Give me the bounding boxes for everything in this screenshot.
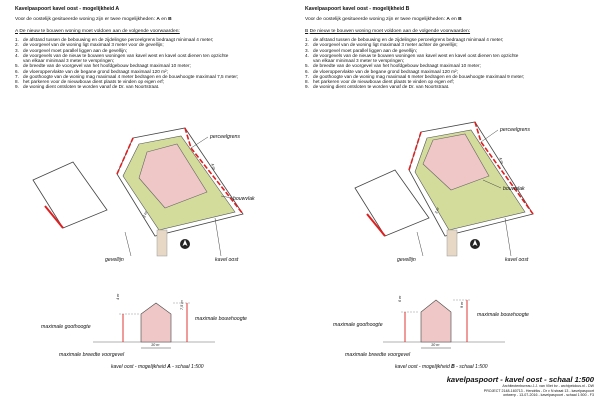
- option-b-label: B: [458, 17, 462, 22]
- list-item: 6. de vloeroppervlakte van de begane grond bedraagt maximaal 120 m²;: [15, 68, 168, 74]
- leader-gevellijn: [417, 232, 423, 256]
- title-block-line-3: ontwerp - 13-07-2016 - kavelpaspoort - schaal 1:500 - F3: [503, 392, 594, 397]
- requirements-list: [15, 37, 238, 90]
- dim-4m: 4 m: [498, 156, 504, 165]
- title-block-title: kavelpaspoort - kavel oost - schaal 1:500: [446, 375, 594, 385]
- list-item: 8. het parkeren voor de nieuwbouw dient plaats te vinden op eigen erf;: [305, 79, 454, 84]
- requirements-heading: [305, 29, 470, 34]
- intro-and: en: [451, 17, 457, 22]
- page-title: Kavelpaspoort kavel oost - mogelijkheid A: [15, 6, 120, 12]
- dim-10m: 10 m: [431, 343, 440, 347]
- list-item: 2. de voorgevel van de woning ligt maximaal 3 meter achter de gevellijn;: [305, 42, 458, 48]
- title-block: [447, 375, 594, 397]
- page-title: Kavelpaspoort kavel oost - mogelijkheid B: [305, 6, 410, 12]
- section-building: [141, 303, 171, 342]
- intro-text: [305, 17, 462, 22]
- dim-4m: 4 m: [210, 162, 216, 171]
- caption-letter: B: [451, 364, 455, 370]
- label-max-bouwhoogte: maximale bouwhoogte: [477, 312, 529, 318]
- label-gevellijn: gevellijn: [105, 257, 124, 263]
- list-item: 1. de afstand tussen de bebouwing en de zijdelingse perceelgrens bedraagt minimaal 4 meter;: [305, 37, 504, 42]
- list-item: 4. de voorgevels van de nieuw te bouwen woningen van kavel west en kavel oost dienen ten opzichte: [15, 52, 229, 58]
- leader-gevellijn: [125, 232, 131, 256]
- drawing-caption: [111, 364, 204, 370]
- list-item: van elkaar minimaal 3 meter te verspringen;: [313, 58, 405, 63]
- list-item: 8. het parkeren voor de nieuwbouw dient plaats te vinden op eigen erf;: [15, 79, 164, 84]
- column-option-b: [305, 0, 590, 400]
- requirements-letter: B: [305, 29, 309, 34]
- list-item: 6. de vloeroppervlakte van de begane grond bedraagt maximaal 120 m²;: [305, 68, 458, 74]
- option-a-label: A: [446, 17, 450, 22]
- label-max-breedte: maximale breedte voorgevel: [345, 352, 411, 358]
- label-max-goothoogte: maximale goothoogte: [333, 322, 383, 328]
- intro-sentence: Voor de oostelijk gesitueerde woning zijn er twee mogelijkheden:: [305, 17, 446, 22]
- neighbour-lot: [33, 162, 107, 228]
- list-item: 3. de voorgevel moet parallel liggen aan de gevellijn;: [305, 47, 417, 53]
- list-item: 5. de breedte van de voorgevel van het hoofdgebouw bedraagt maximaal 10 meter;: [15, 63, 191, 69]
- leader-kavel-oost: [215, 218, 221, 256]
- dim-7-5m: 7,5 m: [180, 300, 184, 310]
- intro-text: [15, 17, 172, 22]
- list-item: 5. de breedte van de voorgevel van het hoofdgebouw bedraagt maximaal 10 meter;: [305, 63, 481, 69]
- label-kavel-oost: kavel oost: [505, 257, 529, 263]
- list-item: 2. de voorgevel van de woning ligt maximaal 3 meter voor de gevellijn;: [15, 42, 164, 48]
- access-road: [157, 230, 167, 256]
- section-b: [305, 292, 590, 362]
- requirements-list: [305, 37, 524, 90]
- label-bouwvlak: bouwvlak: [503, 186, 525, 192]
- leader-kavel-oost: [505, 218, 511, 256]
- section-a: [15, 292, 300, 362]
- list-item: 7. de goothoogte van de woning mag maximaal 6 meter bedragen en de bouwhoogte maximaal 9 meter;: [305, 73, 525, 79]
- caption-prefix: kavel oost - mogelijkheid: [111, 364, 166, 370]
- site-plan-b: [305, 118, 590, 268]
- list-item: 7. de goothoogte van de woning mag maximaal 4 meter bedragen en de bouwhoogte maximaal 7,5 meter;: [15, 73, 239, 79]
- option-a-label: A: [156, 17, 160, 22]
- requirements-heading: [15, 29, 180, 34]
- label-bouwvlak: bouwvlak: [233, 196, 255, 202]
- label-perceelgrens: perceelgrens: [210, 134, 240, 140]
- list-item: 1. de afstand tussen de bebouwing en de zijdelingse perceelgrens bedraagt minimaal 4 meter;: [15, 37, 214, 42]
- requirements-heading-text: De nieuw te bouwen woning moet voldoen aan de volgende voorwaarden:: [309, 29, 471, 34]
- dim-6m: 6 m: [398, 295, 402, 302]
- caption-suffix: - schaal 1:500: [172, 364, 204, 370]
- intro-sentence: Voor de oostelijk gesitueerde woning zijn er twee mogelijkheden:: [15, 17, 156, 22]
- label-kavel-oost: kavel oost: [215, 257, 239, 263]
- caption-letter: A: [167, 364, 171, 370]
- label-max-bouwhoogte: maximale bouwhoogte: [195, 316, 247, 322]
- title-block-line-2: PROJECT 2148-160713 - Hendriks - Dr v N straat 13 - kavelpaspoort: [483, 388, 594, 393]
- dim-4m-section: 4 m: [116, 293, 120, 300]
- list-item: van elkaar minimaal 3 meter te verspringen;: [23, 58, 115, 63]
- list-item: 4. de voorgevels van de nieuw te bouwen woningen van kavel west en kavel oost dienen ten opzichte: [305, 52, 519, 58]
- section-building: [421, 300, 451, 342]
- label-max-goothoogte: maximale goothoogte: [41, 324, 91, 330]
- option-b-label: B: [168, 17, 172, 22]
- label-perceelgrens: perceelgrens: [500, 127, 530, 133]
- label-gevellijn: gevellijn: [397, 257, 416, 263]
- dim-3m: 3 m: [142, 211, 149, 219]
- access-road: [447, 230, 457, 256]
- list-item: 3. de voorgevel moet parallel liggen aan de gevellijn;: [15, 47, 127, 53]
- intro-and: en: [161, 17, 167, 22]
- requirements-letter: A: [15, 29, 18, 34]
- dim-9m: 9 m: [460, 301, 464, 308]
- list-item: 9. de woning dient ontsloten te worden vanaf de Dr. van Noortstraat.: [15, 84, 160, 90]
- requirements-heading-text: De nieuw te bouwen woning moet voldoen aan de volgende voorwaarden:: [19, 29, 180, 34]
- list-item: 9. de woning dient ontsloten te worden vanaf de Dr. van Noortstraat.: [305, 84, 450, 90]
- title-block-line-1: Architectenbureau J.J. van Vliet bv - archipelokus.nl - DW: [502, 384, 594, 389]
- drawing-caption: [395, 364, 488, 370]
- caption-prefix: kavel oost - mogelijkheid: [395, 364, 450, 370]
- column-option-a: [15, 0, 300, 400]
- site-plan-a: [15, 118, 300, 268]
- caption-suffix: - schaal 1:500: [456, 364, 488, 370]
- dim-10m: 10 m: [151, 343, 160, 347]
- label-max-breedte: maximale breedte voorgevel: [59, 352, 125, 358]
- dim-3m: 3 m: [434, 207, 441, 215]
